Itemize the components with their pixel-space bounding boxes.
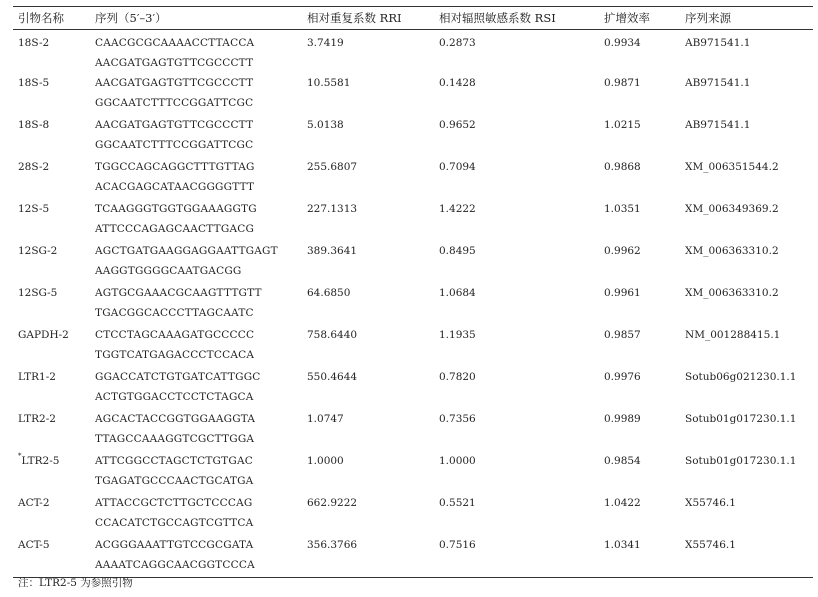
table-row bbox=[13, 73, 813, 115]
primer-name-cell bbox=[13, 367, 95, 409]
source-cell: XM_006363310.2 bbox=[685, 245, 779, 257]
rri-cell: 550.4644 bbox=[307, 371, 358, 383]
sequence-cell bbox=[95, 199, 307, 241]
reverse-sequence: AACGATGAGTGTTCGCCCTT bbox=[95, 57, 254, 69]
header-rri: 相对重复系数 RRI bbox=[307, 11, 402, 25]
rri-cell: 1.0747 bbox=[307, 413, 344, 425]
table-header bbox=[13, 7, 813, 30]
efficiency-cell: 1.0422 bbox=[604, 497, 641, 509]
header-efficiency: 扩增效率 bbox=[604, 11, 650, 25]
primer-name: ACT-2 bbox=[18, 497, 50, 509]
table-row bbox=[13, 30, 813, 74]
rsi-cell: 0.7094 bbox=[439, 161, 476, 173]
sequence-cell bbox=[95, 325, 307, 367]
table-row bbox=[13, 535, 813, 577]
sequence-cell bbox=[95, 157, 307, 199]
sequence-cell bbox=[95, 115, 307, 157]
source-cell: Sotub01g017230.1.1 bbox=[685, 455, 797, 467]
primer-name: 18S-8 bbox=[18, 119, 50, 131]
table-row bbox=[13, 325, 813, 367]
rsi-cell: 0.7356 bbox=[439, 413, 476, 425]
source-cell: AB971541.1 bbox=[685, 119, 751, 131]
primer-name-cell bbox=[13, 157, 95, 199]
efficiency-cell: 0.9976 bbox=[604, 371, 641, 383]
source-cell: Sotub01g017230.1.1 bbox=[685, 413, 797, 425]
rsi-cell: 0.9652 bbox=[439, 119, 476, 131]
table-row bbox=[13, 157, 813, 199]
reverse-sequence: TGACGGCACCCTTAGCAATC bbox=[95, 307, 254, 319]
primer-name-cell bbox=[13, 241, 95, 283]
rri-cell: 64.6850 bbox=[307, 287, 351, 299]
table-row bbox=[13, 493, 813, 535]
reverse-sequence: TGAGATGCCCAACTGCATGA bbox=[95, 475, 254, 487]
rri-cell: 389.3641 bbox=[307, 245, 358, 257]
reference-mark: * bbox=[18, 452, 22, 460]
efficiency-cell: 0.9857 bbox=[604, 329, 641, 341]
reverse-sequence: GGCAATCTTTCCGGATTCGC bbox=[95, 139, 254, 151]
rri-cell: 758.6440 bbox=[307, 329, 358, 341]
reverse-sequence: AAGGTGGGGCAATGACGG bbox=[95, 265, 242, 277]
reverse-sequence: TTAGCCAAAGGTCGCTTGGA bbox=[95, 433, 255, 445]
primer-name-cell bbox=[13, 409, 95, 451]
source-cell: XM_006363310.2 bbox=[685, 287, 779, 299]
rsi-cell: 0.7820 bbox=[439, 371, 476, 383]
sequence-cell bbox=[95, 73, 307, 115]
header-source: 序列来源 bbox=[685, 11, 731, 25]
primer-name: 12SG-5 bbox=[18, 287, 58, 299]
primer-table bbox=[13, 7, 813, 577]
rsi-cell: 0.5521 bbox=[439, 497, 476, 509]
forward-sequence: TGGCCAGCAGGCTTTGTTAG bbox=[95, 161, 255, 173]
source-cell: X55746.1 bbox=[685, 539, 736, 551]
reverse-sequence: ATTCCCAGAGCAACTTGACG bbox=[95, 223, 255, 235]
primer-name: LTR1-2 bbox=[18, 371, 56, 383]
reverse-sequence: TGGTCATGAGACCCTCCACA bbox=[95, 349, 255, 361]
table-footnote: 注：LTR2-5 为参照引物 bbox=[18, 577, 133, 589]
primer-name: ACT-5 bbox=[18, 539, 50, 551]
primer-name-cell bbox=[13, 535, 95, 577]
efficiency-cell: 0.9854 bbox=[604, 455, 641, 467]
forward-sequence: CTCCTAGCAAAGATGCCCCC bbox=[95, 329, 255, 341]
primer-name: 18S-5 bbox=[18, 77, 50, 89]
rsi-cell: 1.0684 bbox=[439, 287, 476, 299]
source-cell: AB971541.1 bbox=[685, 77, 751, 89]
table-body bbox=[13, 30, 813, 578]
rri-cell: 5.0138 bbox=[307, 119, 344, 131]
efficiency-cell: 1.0341 bbox=[604, 539, 641, 551]
table-row bbox=[13, 283, 813, 325]
rri-cell: 227.1313 bbox=[307, 203, 358, 215]
table-row bbox=[13, 115, 813, 157]
table-row bbox=[13, 451, 813, 493]
primer-name: LTR2-5 bbox=[21, 455, 60, 467]
reverse-sequence: GGCAATCTTTCCGGATTCGC bbox=[95, 97, 254, 109]
rsi-cell: 1.0000 bbox=[439, 455, 476, 467]
rri-cell: 356.3766 bbox=[307, 539, 358, 551]
rri-cell: 3.7419 bbox=[307, 37, 344, 49]
forward-sequence: AGCACTACCGGTGGAAGGTA bbox=[95, 413, 256, 425]
forward-sequence: AACGATGAGTGTTCGCCCTT bbox=[95, 119, 254, 131]
sequence-cell bbox=[95, 30, 307, 74]
primer-name-cell bbox=[13, 493, 95, 535]
source-cell: AB971541.1 bbox=[685, 37, 751, 49]
reverse-sequence: ACACGAGCATAACGGGGTTT bbox=[95, 181, 255, 193]
primer-name-cell bbox=[13, 325, 95, 367]
rsi-cell: 0.7516 bbox=[439, 539, 476, 551]
primer-name-cell bbox=[13, 199, 95, 241]
rsi-cell: 0.1428 bbox=[439, 77, 476, 89]
forward-sequence: GGACCATCTGTGATCATTGGC bbox=[95, 371, 261, 383]
forward-sequence: ATTACCGCTCTTGCTCCCAG bbox=[95, 497, 253, 509]
rri-cell: 10.5581 bbox=[307, 77, 351, 89]
primer-name: LTR2-2 bbox=[18, 413, 56, 425]
rsi-cell: 1.1935 bbox=[439, 329, 476, 341]
primer-name: 28S-2 bbox=[18, 161, 50, 173]
table-row bbox=[13, 409, 813, 451]
forward-sequence: CAACGCGCAAAACCTTACCA bbox=[95, 37, 255, 49]
table-bottom-rule bbox=[13, 577, 813, 578]
efficiency-cell: 0.9871 bbox=[604, 77, 641, 89]
rsi-cell: 0.8495 bbox=[439, 245, 476, 257]
primer-name: GAPDH-2 bbox=[18, 329, 69, 341]
primer-name-cell bbox=[13, 451, 95, 493]
table-row bbox=[13, 241, 813, 283]
forward-sequence: AGCTGATGAAGGAGGAATTGAGT bbox=[95, 245, 278, 257]
source-cell: XM_006349369.2 bbox=[685, 203, 779, 215]
primer-name-cell bbox=[13, 115, 95, 157]
sequence-cell bbox=[95, 283, 307, 325]
primer-name-cell bbox=[13, 30, 95, 74]
source-cell: NM_001288415.1 bbox=[685, 329, 781, 341]
reverse-sequence: CCACATCTGCCAGTCGTTCA bbox=[95, 517, 254, 529]
source-cell: X55746.1 bbox=[685, 497, 736, 509]
primer-name-cell bbox=[13, 283, 95, 325]
forward-sequence: TCAAGGGTGGTGGAAAGGTG bbox=[95, 203, 257, 215]
efficiency-cell: 1.0351 bbox=[604, 203, 641, 215]
source-cell: XM_006351544.2 bbox=[685, 161, 779, 173]
efficiency-cell: 1.0215 bbox=[604, 119, 641, 131]
reverse-sequence: ACTGTGGACCTCCTCTAGCA bbox=[95, 391, 254, 403]
sequence-cell bbox=[95, 409, 307, 451]
efficiency-cell: 0.9868 bbox=[604, 161, 641, 173]
forward-sequence: ATTCGGCCTAGCTCTGTGAC bbox=[95, 455, 253, 467]
sequence-cell bbox=[95, 241, 307, 283]
table-row bbox=[13, 199, 813, 241]
sequence-cell bbox=[95, 367, 307, 409]
primer-name: 18S-2 bbox=[18, 37, 50, 49]
sequence-cell bbox=[95, 535, 307, 577]
rri-cell: 255.6807 bbox=[307, 161, 358, 173]
header-sequence: 序列（5′–3′） bbox=[95, 11, 167, 25]
sequence-cell bbox=[95, 451, 307, 493]
reverse-sequence: AAAATCAGGCAACGGTCCCA bbox=[95, 559, 255, 571]
efficiency-cell: 0.9934 bbox=[604, 37, 641, 49]
efficiency-cell: 0.9962 bbox=[604, 245, 641, 257]
rri-cell: 662.9222 bbox=[307, 497, 358, 509]
header-row bbox=[13, 7, 813, 30]
source-cell: Sotub06g021230.1.1 bbox=[685, 371, 797, 383]
rsi-cell: 1.4222 bbox=[439, 203, 476, 215]
efficiency-cell: 0.9989 bbox=[604, 413, 641, 425]
forward-sequence: AGTGCGAAACGCAAGTTTGTT bbox=[95, 287, 262, 299]
header-rsi: 相对辐照敏感系数 RSI bbox=[439, 11, 556, 25]
forward-sequence: ACGGGAAATTGTCCGCGATA bbox=[95, 539, 254, 551]
efficiency-cell: 0.9961 bbox=[604, 287, 641, 299]
rsi-cell: 0.2873 bbox=[439, 37, 476, 49]
primer-name-cell bbox=[13, 73, 95, 115]
primer-name: 12S-5 bbox=[18, 203, 50, 215]
table-row bbox=[13, 367, 813, 409]
sequence-cell bbox=[95, 493, 307, 535]
primer-table-container bbox=[13, 6, 813, 578]
forward-sequence: AACGATGAGTGTTCGCCCTT bbox=[95, 77, 254, 89]
rri-cell: 1.0000 bbox=[307, 455, 344, 467]
primer-name: 12SG-2 bbox=[18, 245, 58, 257]
header-primer-name: 引物名称 bbox=[18, 11, 64, 25]
